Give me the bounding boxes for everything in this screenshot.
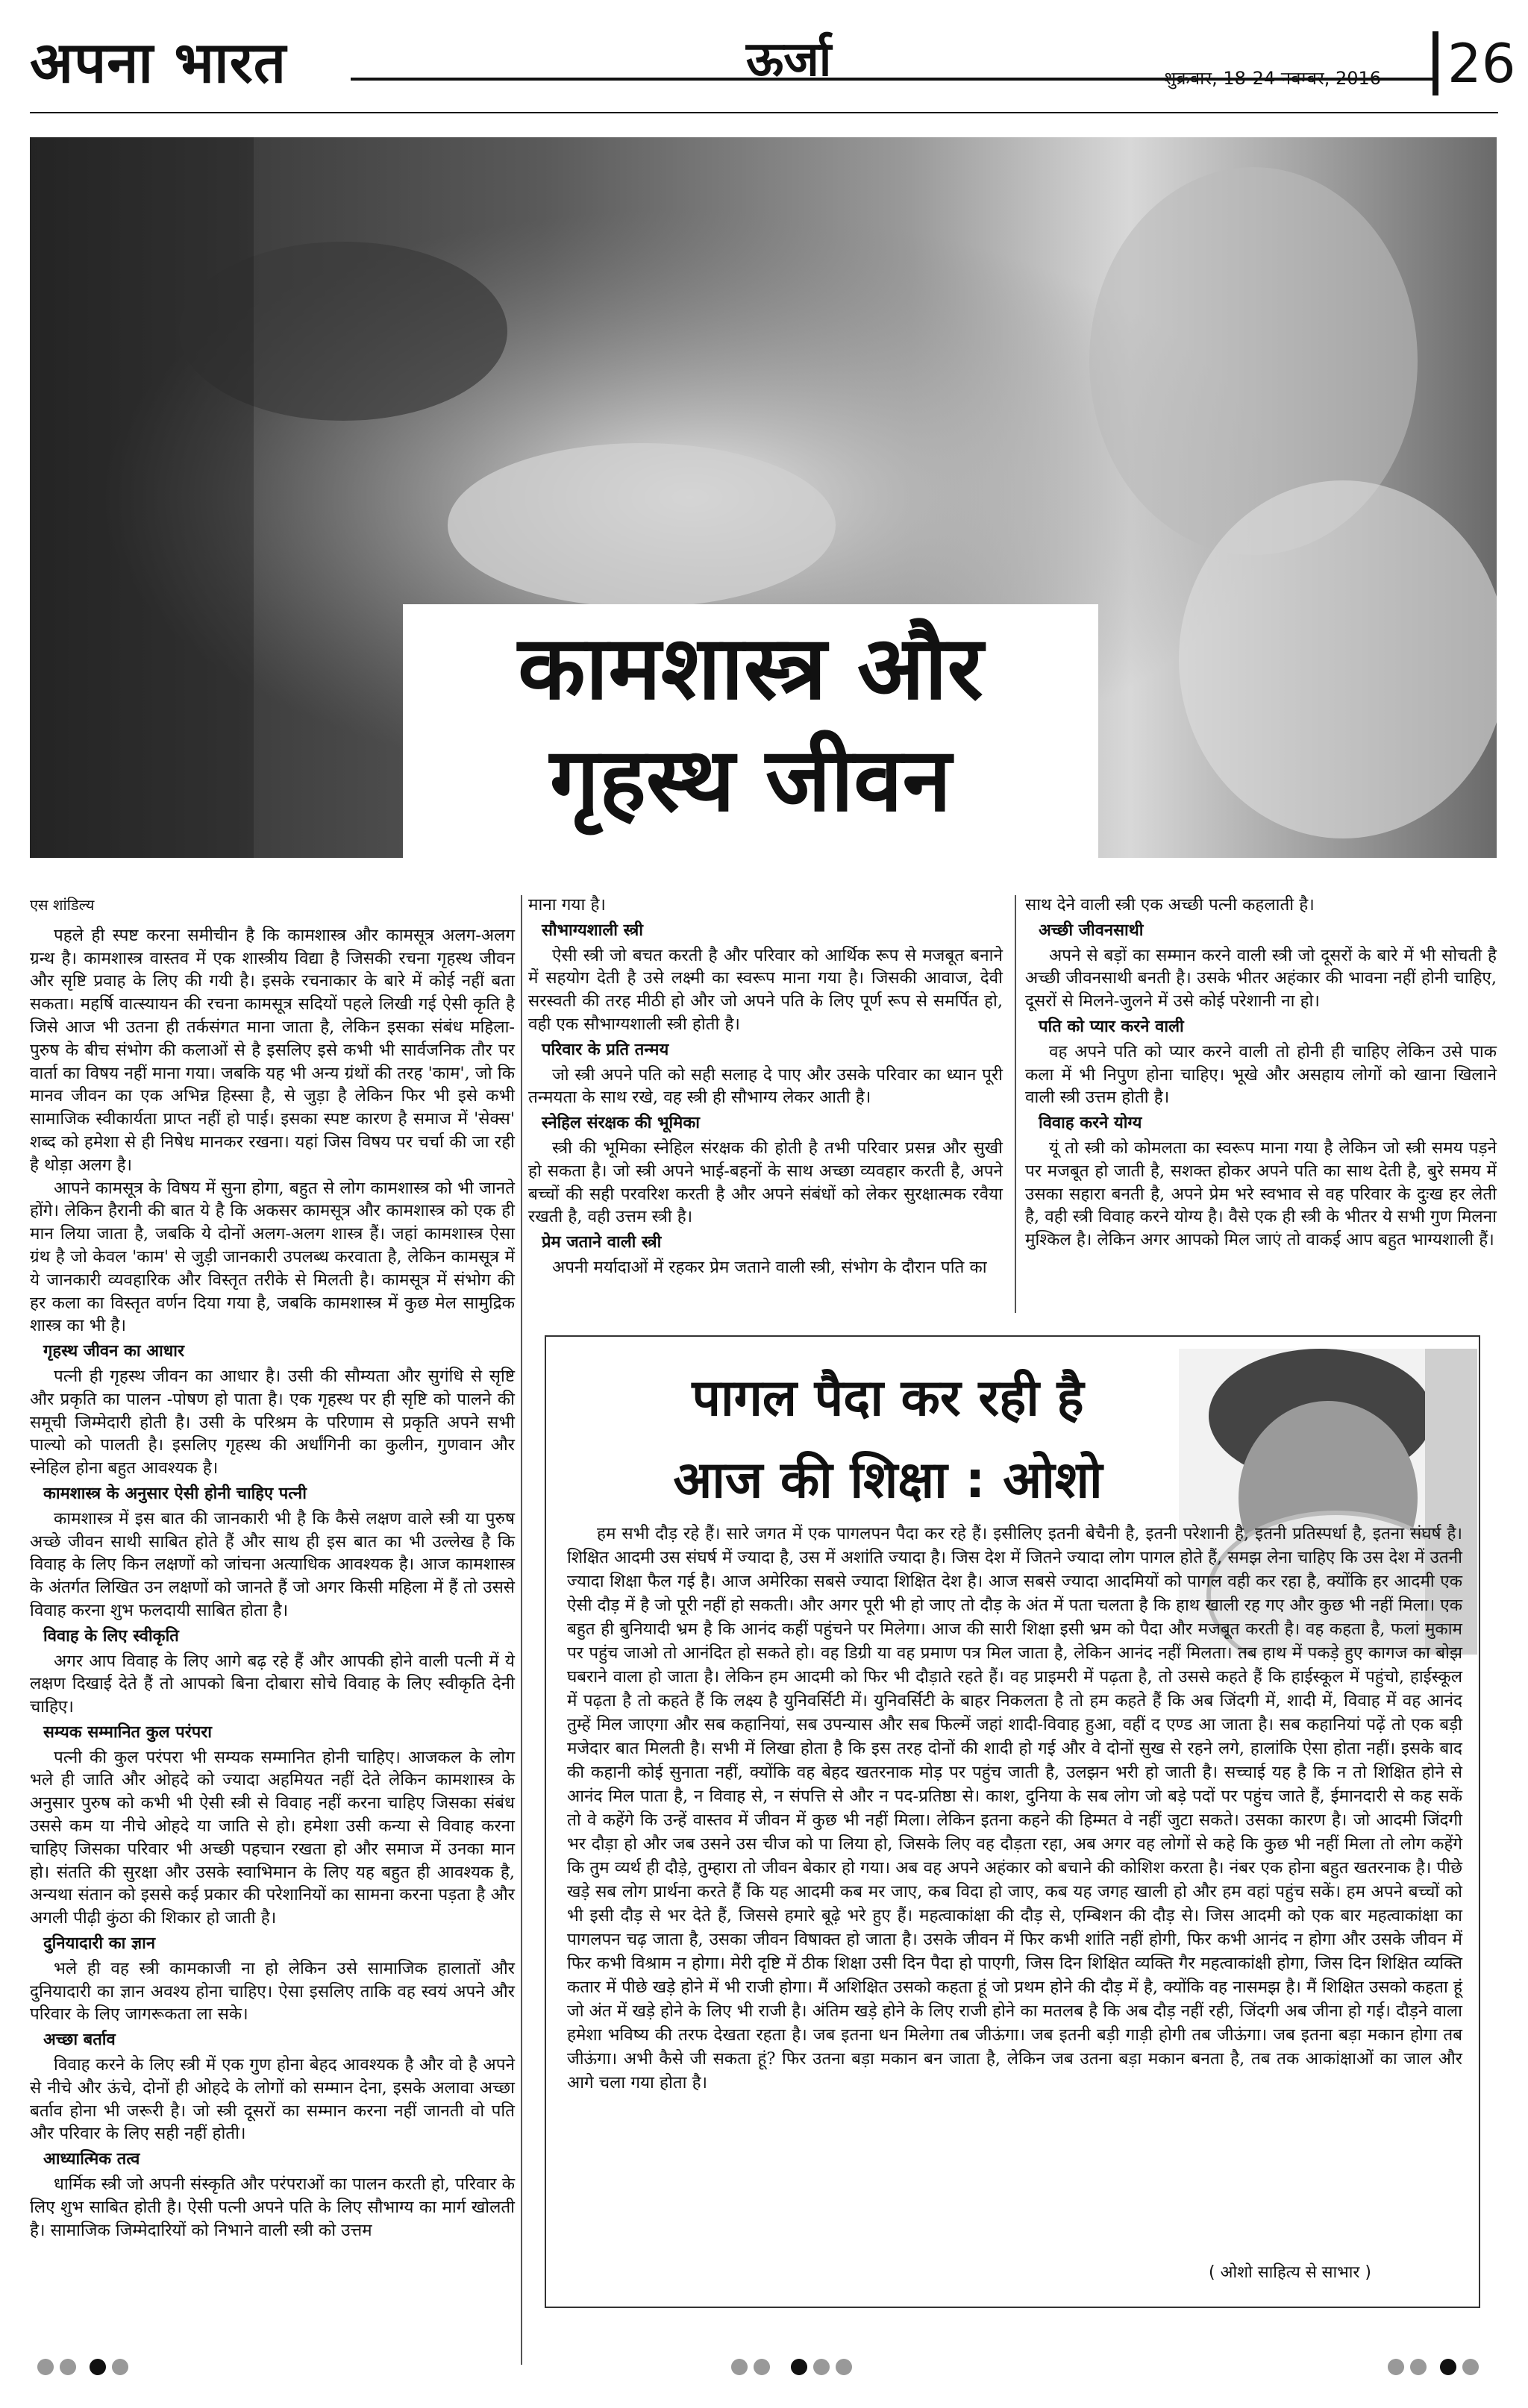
sidebar-credit: ( ओशो साहित्य से साभार )	[1209, 2263, 1371, 2282]
section-subheading: प्रेम जताने वाली स्त्री	[542, 1233, 662, 1252]
footer-dot	[1388, 2359, 1404, 2375]
section-subheading: परिवार के प्रति तन्मय	[542, 1040, 669, 1059]
section-subheading: गृहस्थ जीवन का आधार	[43, 1342, 184, 1361]
headline-line-1: कामशास्त्र और	[518, 616, 983, 719]
article-paragraph: पत्नी ही गृहस्थ जीवन का आधार है। उसी की सौम्यता और सुगंधि से सृष्टि और प्रकृति का पालन -पोषण हो पाता है। एक गृहस्थ पर ही सृष्टि को पालने की समूची जिम्मेदारी होती है। उसी के परिश्रम के परिणाम से प्रकृति अपने सभी पाल्यो को पालती है। इसलिए गृहस्थ की अर्धांगिनी का कुलीन, गुणवान और स्नेहिल होना बहुत आवश्यक है।	[30, 1366, 515, 1479]
article-paragraph: स्त्री की भूमिका स्नेहिल संरक्षक की होती है तभी परिवार प्रसन्न और सुखी हो सकता है। जो स्त्री अपने भाई-बहनों के साथ अच्छा व्यवहार करती है, अपने बच्चों की सही परवरिश करती है और अपने संबंधों को लेकर सुरक्षात्मक रवैया रखती है, वही उत्तम स्त्री है।	[528, 1138, 1003, 1227]
sidebar-headline-line-1: पागल पैदा कर रही है	[692, 1369, 1084, 1428]
dateline: शुक्रवार, 18-24 नवम्बर, 2016	[1164, 68, 1382, 89]
section-subheading: अच्छी जीवनसाथी	[1039, 921, 1144, 940]
footer-dot	[90, 2359, 106, 2375]
article-paragraph: भले ही वह स्त्री कामकाजी ना हो लेकिन उसे सामाजिक हालातों और दुनियादारी का ज्ञान अवश्य होना चाहिए। ऐसा इसलिए ताकि वह स्वयं अपने और परिवार के लिए जागरूकता ला सके।	[30, 1958, 515, 2025]
footer-decoration	[30, 2356, 1498, 2386]
footer-dot	[836, 2359, 852, 2375]
footer-dot	[754, 2359, 770, 2375]
headline	[403, 612, 1098, 835]
sidebar-headline-line-2: आज की शिक्षा : ओशो	[673, 1451, 1103, 1510]
footer-dot	[1440, 2359, 1456, 2375]
section-subheading: अच्छा बर्ताव	[43, 2031, 116, 2050]
footer-dot	[731, 2359, 748, 2375]
footer-dot	[1462, 2359, 1479, 2375]
sidebar-paragraph: हम सभी दौड़ रहे हैं। सारे जगत में एक पागलपन पैदा कर रहे हैं। इसीलिए इतनी बेचैनी है, इतनी परेशानी है, इतनी प्रतिस्पर्धा है, इतना संघर्ष है। शिक्षित आदमी उस संघर्ष में ज्यादा है, उस में अशांति ज्यादा है। जिस देश में जितने ज्यादा लोग पागल होते हैं, समझ लेना चाहिए कि उस देश में उतनी ज्यादा शिक्षा फैल गई है। आज अमेरिका सबसे ज्यादा शिक्षित देश है। आज सबसे ज्यादा आदमियों को पागल वही कर रहा है, क्योंकि हर आदमी एक ऐसी दौड़ में है जो पूरी नहीं हो सकती। और अगर पूरी भी हो जाए तो दौड़ के अंत में पता चलता है कि हाथ खाली रह गए और कुछ भी नहीं मिला। एक बहुत ही बुनियादी भ्रम है कि आनंद कहीं पहुंचने पर मिलेगा। आज की सारी शिक्षा इसी भ्रम को पैदा और मजबूत करती है। वह कहता है, फलां मुकाम पर पहुंच जाओ तो आनंदित हो सकते हो। वह डिग्री या वह प्रमाण पत्र मिल जाता है, लेकिन आनंद नहीं मिलता। तब हाथ में पकड़े हुए कागज का बोझ घबराने वाला हो जाता है। लेकिन हम आदमी को फिर भी दौड़ाते रहते हैं। वह प्राइमरी में पढ़ता है, तो उससे कहते हैं कि हाईस्कूल में पहुंचो, हाईस्कूल में पढ़ता है तो कहते हैं कि लक्ष्य है युनिवर्सिटी में। युनिवर्सिटी के बाहर निकलता है तो हम कहते हैं कि अब जिंदगी में, शादी में, विवाह में वह आनंद तुम्हें मिल जाएगा और सब कहानियां, सब उपन्यास और सब फिल्में जहां शादी-विवाह हुआ, वहीं द एण्ड आ जाता है। सब कहानियां पढ़ें तो एक बड़ी मजेदार बात मिलती है। सभी में लिखा होता है कि इस तरह दोनों की शादी हो गई और वे दोनों सुख से रहने लगे, हालांकि ऐसा होता नहीं। इसके बाद की कहानी कोई सुनाता नहीं, क्योंकि वह बेहद खतरनाक मोड़ पर पहुंच जाती है, उलझन भरी हो जाती है। सच्चाई यह है कि न तो शिक्षित होने से आनंद मिल पाता है, न विवाह से, न संपत्ति से और न पद-प्रतिष्ठा से। काश, दुनिया के सब लोग जो बड़े पदों पर पहुंच जाते हैं, ईमानदारी से कह सकें तो वे कहेंगे कि उन्हें वास्तव में जीवन में कुछ भी नहीं मिला। लेकिन इतना कहने की हिम्मत वे नहीं जुटा सकते। उसका कारण है। जो आदमी जिंदगी भर दौड़ा हो और जब उसने उस चीज को पा लिया हो, जिसके लिए वह दौड़ता रहा, अब अगर वह लोगों से कहे कि कुछ भी नहीं मिला तो लोग कहेंगे कि तुम व्यर्थ ही दौड़े, तुम्हारा तो जीवन बेकार हो गया। अब वह अपने अहंकार को बचाने की कोशिश करता है। नंबर एक होना बहुत खतरनाक है। पीछे खड़े सब लोग प्रार्थना करते हैं कि यह आदमी कब मर जाए, कब विदा हो जाए, कब यह जगह खाली हो और हम वहां पहुंच सकें। हम अपने बच्चों को भी इसी दौड़ से भर देते हैं, जिससे हमारे बूढ़े भरे हुए हैं। महत्वाकांक्षा की दौड़ से, एम्बिशन की दौड़ से। जिस आदमी को एक बार महत्वाकांक्षा का पागलपन चढ़ जाता है, उसका जीवन विषाक्त हो जाता है। उसके जीवन में फिर कभी शांति नहीं होगी, फिर कभी आनंद न होगा और उसके जीवन में फिर कभी विश्राम न होगा। मेरी दृष्टि में ठीक शिक्षा उसी दिन पैदा हो पाएगी, जिस दिन शिक्षित व्यक्ति गैर महत्वाकांक्षी होगा, जिस दिन शिक्षित व्यक्ति कतार में पीछे खड़े होने में भी राजी होगा। मैं अशिक्षित उसको कहता हूं जो प्रथम होने की दौड़ में है, क्योंकि वह नासमझ है। मैं शिक्षित उसको कहता हूं जो अंत में खड़े होने के लिए भी राजी है। अंतिम खड़े होने के लिए राजी होने का मतलब है कि अब दौड़ नहीं रही, जिंदगी अब जीना हो गई। दौड़ने वाला हमेशा भविष्य की तरफ देखता रहता है। जब इतना धन मिलेगा तब जीऊंगा। जब इतनी बड़ी गाड़ी होगी तब जीऊंगा। जब इतना बड़ा मकान होगा तब जीऊंगा। अभी कैसे जी सकता हूं? फिर उतना बड़ा मकान बन जाता है, लेकिन जब उतना बड़ा मकान बनता है, तब तक आकांक्षाओं का जाल और आगे चला गया होता है।	[567, 1524, 1462, 2092]
article-paragraph: अपनी मर्यादाओं में रहकर प्रेम जताने वाली स्त्री, संभोग के दौरान पति का	[552, 1257, 987, 1277]
article-paragraph: साथ देने वाली स्त्री एक अच्छी पत्नी कहलाती है।	[1025, 895, 1315, 915]
article-column-1	[30, 894, 515, 2242]
article-paragraph: आपने कामसूत्र के विषय में सुना होगा, बहुत से लोग कामशास्त्र को भी जानते होंगे। लेकिन हैरानी की बात ये है कि अकसर कामसूत्र और कामशास्त्र को एक ही मान लिया जाता है, जबकि ये दोनों अलग-अलग शास्त्र हैं। जहां कामशास्त्र ऐसा ग्रंथ है जो केवल 'काम' से जुड़ी जानकारी उपलब्ध करवाता है, लेकिन कामसूत्र में ये जानकारी व्यवहारिक और विस्तृत तरीके से मिलती है। कामसूत्र में संभोग की हर कला का विस्तृत वर्णन दिया गया है, जबकि कामशास्त्र में कुछ मेल सामुद्रिक शास्त्र का भी है।	[30, 1178, 515, 1336]
headline-line-2: गृहस्थ जीवन	[549, 728, 952, 831]
article-paragraph: कामशास्त्र में इस बात की जानकारी भी है कि कैसे लक्षण वाले स्त्री या पुरुष अच्छे जीवन साथी साबित होते हैं और साथ ही इस बात का भी उल्लेख है कि विवाह के लिए किन लक्षणों को जांचना अत्याधिक आवश्यक है। आज कामशास्त्र के अंतर्गत लिखित उन लक्षणों को जानते हैं जो अगर किसी महिला में हैं तो उससे विवाह करना शुभ फलदायी साबित होता है।	[30, 1508, 515, 1620]
section-subheading: विवाह के लिए स्वीकृति	[43, 1626, 179, 1646]
footer-dot	[813, 2359, 830, 2375]
page-number: 26	[1447, 32, 1516, 95]
article-paragraph: यूं तो स्त्री को कोमलता का स्वरूप माना गया है लेकिन जो स्त्री समय पड़ने पर मजबूत हो जाती है, सशक्त होकर अपने पति का साथ देती है, बुरे समय में उसका सहारा बनती है, अपने प्रेम भरे स्वभाव से वह परिवार के दुःख हर लेती है, वही स्त्री विवाह करने योग्य है। वैसे एक ही स्त्री के भीतर ये सभी गुण मिलना मुश्किल है। लेकिन अगर आपको मिल जाएं तो वाकई आप बहुत भाग्यशाली हैं।	[1025, 1138, 1497, 1250]
section-subheading: विवाह करने योग्य	[1039, 1114, 1142, 1133]
byline: एस शांडिल्य	[30, 896, 95, 914]
footer-dot	[60, 2359, 76, 2375]
article-paragraph: ऐसी स्त्री जो बचत करती है और परिवार को आर्थिक रूप से मजबूत बनाने में सहयोग देती है उसे लक्ष्मी का स्वरूप माना गया है। जिसकी आवाज, देवी सरस्वती की तरह मीठी हो और जो अपने पति के लिए पूर्ण रूप से समर्पित हो, वही एक सौभाग्यशाली स्त्री होती है।	[528, 945, 1003, 1034]
header-rule	[30, 112, 1498, 113]
article-column-2	[528, 894, 1003, 1279]
article-paragraph: वह अपने पति को प्यार करने वाली तो होनी ही चाहिए लेकिन उसे पाक कला में भी निपुण होना चाहिए। भूखे और असहाय लोगों को खाना खिलाने वाली स्त्री उत्तम होती है।	[1025, 1041, 1497, 1108]
article-column-3	[1025, 894, 1497, 1252]
section-subheading: कामशास्त्र के अनुसार ऐसी होनी चाहिए पत्नी	[43, 1484, 307, 1503]
section-subheading: आध्यात्मिक तत्व	[43, 2150, 140, 2169]
article-paragraph: पहले ही स्पष्ट करना समीचीन है कि कामशास्त्र और कामसूत्र अलग-अलग ग्रन्थ है। कामशास्त्र वास्तव में एक शास्त्रीय विद्या है जिसकी रचना गृहस्थ जीवन और सृष्टि प्रवाह के लिए की गयी है। इसके रचनाकार के बारे में कोई नहीं बता सकता। महर्षि वात्स्यायन की रचना कामसूत्र सदियों पहले लिखी गई ऐसी कृति है जिसे आज भी उतना ही तर्कसंगत माना जाता है, लेकिन इसका संबंध महिला-पुरुष के बीच संभोग की कलाओं से है इसलिए इसे कभी भी सार्वजनिक तौर पर वार्ता का विषय नहीं माना गया। जबकि यह भी अन्य ग्रंथों की तरह 'काम', जो कि मानव जीवन का एक अभिन्न हिस्सा है, से जुड़ा है लेकिन फिर भी इसे कभी सामाजिक स्वीकार्यता प्राप्त नहीं हो पाई। इसका स्पष्ट कारण है समाज में 'सेक्स' शब्द को हमेशा से ही निषेध मानकर रखना। यहां जिस विषय पर चर्चा की जा रही है थोड़ा अलग है।	[30, 925, 515, 1175]
article-paragraph: पत्नी की कुल परंपरा भी सम्यक सम्मानित होनी चाहिए। आजकल के लोग भले ही जाति और ओहदे को ज्यादा अहमियत नहीं देते लेकिन कामशास्त्र के अनुसार पुरुष को कभी भी ऐसी स्त्री से विवाह नहीं करना चाहिए जिसका संबंध उससे कम या नीचे ओहदे या जाति से हो। हमेशा उसी कन्या से विवाह करना चाहिए जिसका परिवार भी अच्छी पहचान रखता हो और समाज में उनका मान हो। संतति की सुरक्षा और उसके स्वाभिमान के लिए यह बहुत ही आवश्यक है, अन्यथा संतान को इससे कई प्रकार की परेशानियों का सामना करना पड़ता है और अगली पीढ़ी कुंठा की शिकार हो जाती है।	[30, 1747, 515, 1928]
section-subheading: पति को प्यार करने वाली	[1039, 1017, 1184, 1036]
column-divider	[1015, 895, 1016, 1313]
sidebar-headline	[567, 1358, 1209, 1522]
footer-dot	[1410, 2359, 1427, 2375]
section-subheading: सौभाग्यशाली स्त्री	[542, 921, 644, 940]
footer-dot	[37, 2359, 54, 2375]
section-subheading: स्नेहिल संरक्षक की भूमिका	[542, 1114, 700, 1133]
section-name: ऊर्जा	[746, 32, 832, 87]
article-paragraph: अपने से बड़ों का सम्मान करने वाली स्त्री जो दूसरों के बारे में भी सोचती है अच्छी जीवनसाथी बनती है। उसके भीतर अहंकार की भावना नहीं होनी चाहिए, दूसरों से मिलने-जुलने में उसे कोई परेशानी ना हो।	[1025, 945, 1497, 1012]
article-paragraph: विवाह करने के लिए स्त्री में एक गुण होना बेहद आवश्यक है और वो है अपने से नीचे और ऊंचे, दोनों ही ओहदे के लोगों को सम्मान देना, इसके अलावा अच्छा बर्ताव होना भी जरूरी है। जो स्त्री दूसरों का सम्मान करना नहीं जानती वो पति और परिवार के लिए सही नहीं होती।	[30, 2055, 515, 2144]
article-paragraph: अगर आप विवाह के लिए आगे बढ़ रहे हैं और आपकी होने वाली पत्नी में ये लक्षण दिखाई देते हैं तो आपको बिना दोबारा सोचे विवाह के लिए स्वीकृति देनी चाहिए।	[30, 1651, 515, 1717]
article-paragraph: जो स्त्री अपने पति को सही सलाह दे पाए और उसके परिवार का ध्यान पूरी तन्मयता के साथ रखे, वह स्त्री ही सौभाग्य लेकर आती है।	[528, 1065, 1003, 1108]
footer-dot	[791, 2359, 807, 2375]
page-number-divider	[1432, 31, 1438, 95]
masthead-logo: अपना भारत	[30, 29, 287, 95]
section-subheading: दुनियादारी का ज्ञान	[43, 1934, 156, 1954]
footer-dot	[112, 2359, 128, 2375]
section-subheading: सम्यक सम्मानित कुल परंपरा	[43, 1722, 212, 1742]
article-paragraph: माना गया है।	[528, 895, 606, 915]
column-divider	[521, 895, 522, 2365]
article-paragraph: धार्मिक स्त्री जो अपनी संस्कृति और परंपराओं का पालन करती हो, परिवार के लिए शुभ साबित होती है। ऐसी पत्नी अपने पति के लिए सौभाग्य का मार्ग खोलती है। सामाजिक जिम्मेदारियों को निभाने वाली स्त्री को उत्तम	[30, 2175, 515, 2240]
sidebar-body	[567, 1522, 1462, 2095]
